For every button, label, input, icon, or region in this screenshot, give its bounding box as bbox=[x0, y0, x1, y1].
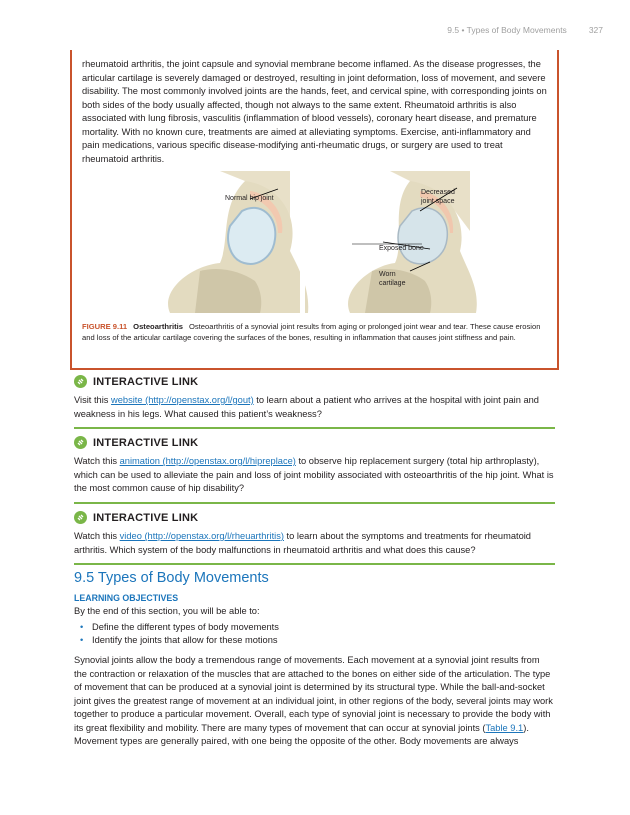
label-worn-1: Worn bbox=[379, 271, 396, 278]
interactive-link-title: INTERACTIVE LINK bbox=[93, 375, 199, 388]
learning-objectives bbox=[74, 605, 555, 648]
link-icon bbox=[74, 511, 87, 524]
divider bbox=[74, 427, 555, 429]
interactive-link-text: Visit this website (http://openstax.org/l/gout) to learn about a patient who arrives at the hospital with joint pain and weakness in his legs. What caused this patient’s weakness? bbox=[74, 395, 539, 419]
feature-paragraph: rheumatoid arthritis, the joint capsule and synovial membrane become inflamed. As the disease progresses, the articular cartilage is severely damaged or destroyed, resulting in joint deformation, loss of movement, and severe disability. The most commonly involved joints are the hands, feet, and cervical spine, with corresponding joints on both sides of the body usually affected, though not always to the same extent. Rheumatoid arthritis is also associated with lung fibrosis, vasculitis (inflammation of blood vessels), coronary heart disease, and premature mortality. With no known cure, treatments are aimed at alleviating symptoms. Exercise, anti-inflammatory and pain medications, various specific disease-modifying anti-rheumatic drugs, or surgery are used to treat rheumatoid arthritis. bbox=[82, 59, 547, 164]
interactive-link-box-2 bbox=[74, 436, 555, 504]
figure-title: Osteoarthritis bbox=[133, 322, 183, 331]
gout-link[interactable]: website (http://openstax.org/l/gout) bbox=[111, 395, 254, 405]
section-paragraph: Synovial joints allow the body a tremendous range of movements. Each movement at a synovial joint results from the contraction or relaxation of the muscles that are attached to the bones on either side of the articulation. The type of movement that can be produced at a synovial joint is determined by its structural type. While the ball-and-socket joint gives the greatest range of movement at an individual joint, in other regions of the body, several joints may work together to produce a particular movement. Overall, each type of synovial joint is necessary to provide the body with its great flexibility and mobility. There are many types of movement that can occur at synovial joints (Table 9.1). Movement types are generally paired, with one being the opposite of the other. Body movements are always bbox=[74, 655, 553, 746]
label-decreased-1: Decreased bbox=[421, 189, 455, 196]
figure-caption-text: Osteoarthritis of a synovial joint results from aging or prolonged joint wear and tear. These cause erosion and loss of the articular cartilage covering the surfaces of the bones, resulting in inflammation that causes joint stiffness and pain. bbox=[82, 322, 541, 342]
interactive-link-text: Watch this animation (http://openstax.org/l/hipreplace) to observe hip replacement surgery (total hip arthroplasty), which can be used to alleviate the pain and loss of joint mobility associated with osteoarthritis of the hip joint. What is the most common cause of hip disability? bbox=[74, 456, 554, 493]
section-title: 9.5 Types of Body Movements bbox=[74, 570, 269, 586]
page-number: 327 bbox=[588, 25, 603, 35]
interactive-link-box-1 bbox=[74, 375, 555, 429]
interactive-link-text: Watch this video (http://openstax.org/l/rheuarthritis) to learn about the symptoms and treatments for rheumatoid arthritis. Which system of the body malfunctions in rheumatoid arthritis and what does this cause? bbox=[74, 531, 531, 555]
header-section: 9.5 • Types of Body Movements bbox=[447, 25, 567, 35]
running-header bbox=[447, 25, 603, 35]
table-9-1-link[interactable]: Table 9.1 bbox=[485, 722, 524, 733]
objective-item: • Identify the joints that allow for these motions bbox=[74, 634, 555, 648]
learning-objectives-heading: LEARNING OBJECTIVES bbox=[74, 593, 179, 603]
label-exposed-bone: Exposed bone bbox=[379, 245, 424, 252]
normal-hip-illustration bbox=[168, 171, 308, 313]
interactive-link-heading bbox=[74, 436, 555, 449]
interactive-link-box-3 bbox=[74, 511, 555, 565]
rheuarthritis-link[interactable]: video (http://openstax.org/l/rheuarthritis) bbox=[119, 531, 284, 541]
interactive-link-heading bbox=[74, 375, 555, 388]
figure-number: FIGURE 9.11 bbox=[82, 322, 128, 331]
label-normal-hip: Normal hip joint bbox=[225, 195, 274, 202]
figure-caption bbox=[82, 322, 546, 343]
interactive-link-title: INTERACTIVE LINK bbox=[93, 511, 199, 524]
lo-intro: By the end of this section, you will be able to: bbox=[74, 606, 260, 616]
label-worn-2: cartilage bbox=[379, 280, 406, 287]
interactive-link-heading bbox=[74, 511, 555, 524]
divider bbox=[74, 563, 555, 565]
divider bbox=[74, 502, 555, 504]
link-icon bbox=[74, 436, 87, 449]
feature-box bbox=[70, 50, 559, 370]
hip-replace-link[interactable]: animation (http://openstax.org/l/hipreplace) bbox=[119, 456, 296, 466]
osteoarthritis-figure bbox=[150, 171, 480, 313]
interactive-link-title: INTERACTIVE LINK bbox=[93, 436, 199, 449]
objective-item: • Define the different types of body movements bbox=[74, 621, 555, 635]
arthritic-hip-illustration bbox=[348, 171, 477, 313]
link-icon bbox=[74, 375, 87, 388]
label-decreased-2: joint space bbox=[421, 198, 455, 205]
